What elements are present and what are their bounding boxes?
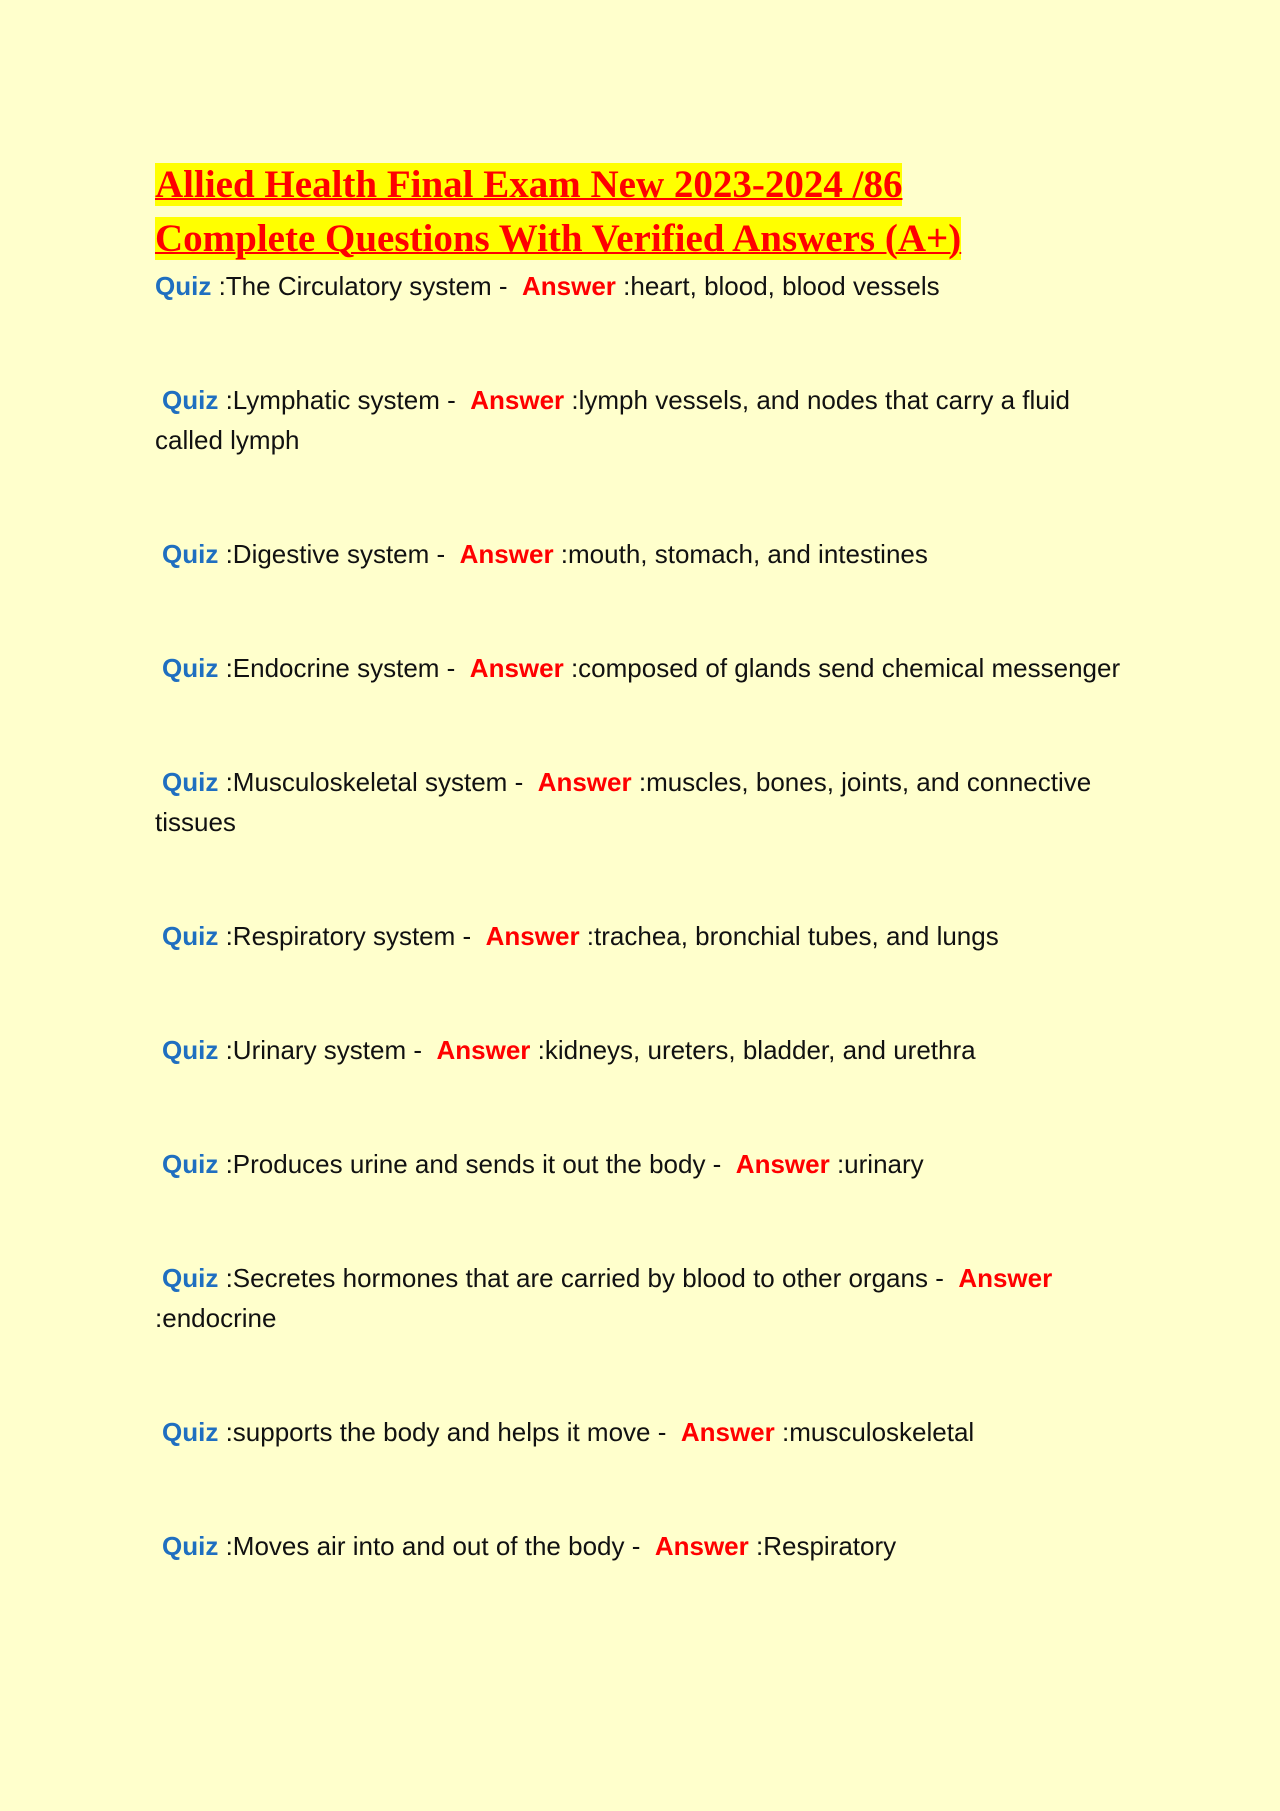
- quiz-label: Quiz: [162, 385, 219, 415]
- quiz-label: Quiz: [162, 1263, 219, 1293]
- answer-label: Answer: [958, 1263, 1053, 1293]
- quiz-label: Quiz: [162, 653, 219, 683]
- quiz-label: Quiz: [162, 1149, 219, 1179]
- answer-text: lymph vessels, and nodes that carry a fluid called lymph: [155, 385, 1070, 455]
- answer-text: mouth, stomach, and intestines: [568, 539, 928, 569]
- question-text: Urinary system: [232, 1035, 407, 1065]
- quiz-label: Quiz: [162, 1417, 219, 1447]
- qa-item: Quiz :Urinary system - Answer :kidneys, ureters, bladder, and urethra: [162, 1035, 976, 1065]
- document-title: [155, 158, 1135, 266]
- qa-item: Quiz :Secretes hormones that are carried by blood to other organs - Answer :endocrine: [155, 1263, 1053, 1333]
- answer-label: Answer: [485, 921, 580, 951]
- qa-item: Quiz :Musculoskeletal system - Answer :muscles, bones, joints, and connective tissues: [155, 767, 1092, 837]
- answer-label: Answer: [654, 1531, 749, 1561]
- answer-label: Answer: [436, 1035, 531, 1065]
- answer-label: Answer: [469, 653, 564, 683]
- answer-text: musculoskeletal: [789, 1417, 975, 1447]
- question-text: Secretes hormones that are carried by blood to other organs: [232, 1263, 928, 1293]
- quiz-label: Quiz: [162, 1531, 219, 1561]
- question-text: Endocrine system: [232, 653, 440, 683]
- qa-item: Quiz :Endocrine system - Answer :composed of glands send chemical messenger: [162, 653, 1121, 683]
- answer-label: Answer: [470, 385, 565, 415]
- question-text: supports the body and helps it move: [232, 1417, 651, 1447]
- answer-label: Answer: [521, 271, 616, 301]
- document-page: [155, 158, 1135, 1566]
- title-line-1: Allied Health Final Exam New 2023-2024 /86: [155, 163, 903, 206]
- qa-item: Quiz :Respiratory system - Answer :trachea, bronchial tubes, and lungs: [162, 921, 999, 951]
- answer-text: muscles, bones, joints, and connective tissues: [155, 767, 1092, 837]
- answer-text: heart, blood, blood vessels: [630, 271, 940, 301]
- qa-item: Quiz :The Circulatory system - Answer :heart, blood, blood vessels: [155, 271, 940, 301]
- answer-text: urinary: [844, 1149, 924, 1179]
- answer-text: trachea, bronchial tubes, and lungs: [594, 921, 999, 951]
- question-text: The Circulatory system: [225, 271, 492, 301]
- question-text: Lymphatic system: [232, 385, 440, 415]
- quiz-label: Quiz: [155, 271, 212, 301]
- qa-item: Quiz :Moves air into and out of the body - Answer :Respiratory: [162, 1531, 897, 1561]
- answer-label: Answer: [735, 1149, 830, 1179]
- question-text: Produces urine and sends it out the body: [232, 1149, 706, 1179]
- answer-text: endocrine: [162, 1303, 277, 1333]
- question-text: Musculoskeletal system: [232, 767, 508, 797]
- quiz-label: Quiz: [162, 921, 219, 951]
- answer-label: Answer: [537, 767, 632, 797]
- answer-label: Answer: [459, 539, 554, 569]
- qa-item: Quiz :Digestive system - Answer :mouth, stomach, and intestines: [162, 539, 928, 569]
- quiz-label: Quiz: [162, 767, 219, 797]
- answer-text: kidneys, ureters, bladder, and urethra: [544, 1035, 976, 1065]
- answer-text: composed of glands send chemical messenger: [578, 653, 1121, 683]
- quiz-label: Quiz: [162, 539, 219, 569]
- question-text: Digestive system: [232, 539, 430, 569]
- answer-label: Answer: [680, 1417, 775, 1447]
- qa-item: Quiz :supports the body and helps it move - Answer :musculoskeletal: [162, 1417, 975, 1447]
- answer-text: Respiratory: [763, 1531, 897, 1561]
- qa-item: Quiz :Produces urine and sends it out the body - Answer :urinary: [162, 1149, 924, 1179]
- title-line-2: Complete Questions With Verified Answers (A+): [155, 217, 962, 260]
- qa-item: Quiz :Lymphatic system - Answer :lymph vessels, and nodes that carry a fluid called lymph: [155, 385, 1070, 455]
- question-text: Moves air into and out of the body: [232, 1531, 625, 1561]
- question-text: Respiratory system: [232, 921, 456, 951]
- quiz-label: Quiz: [162, 1035, 219, 1065]
